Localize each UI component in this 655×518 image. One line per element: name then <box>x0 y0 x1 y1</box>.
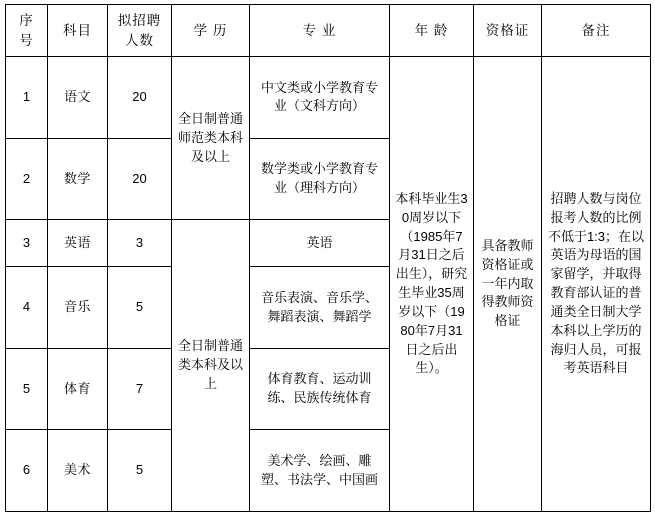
table-row <box>6 57 651 139</box>
cell-planned: 5 <box>108 430 172 512</box>
header-major: 专 业 <box>250 5 390 57</box>
cell-major: 中文类或小学教育专业（文科方向） <box>250 57 390 139</box>
cell-subject: 语文 <box>48 57 108 139</box>
cell-no: 1 <box>6 57 48 139</box>
header-planned-line2: 人数 <box>125 32 154 48</box>
cell-no: 6 <box>6 430 48 512</box>
header-no-line1: 序 <box>19 13 34 28</box>
header-planned-line1: 拟招聘 <box>117 13 162 28</box>
cell-subject: 数学 <box>48 138 108 220</box>
cell-major: 英语 <box>250 220 390 267</box>
cell-no: 2 <box>6 138 48 220</box>
header-education: 学 历 <box>172 5 250 57</box>
header-remark: 备注 <box>542 5 651 57</box>
cell-planned: 20 <box>108 138 172 220</box>
cell-certificate: 具备教师资格证或一年内取得教师资格证 <box>474 57 542 512</box>
header-planned <box>108 5 172 57</box>
cell-no: 4 <box>6 267 48 349</box>
header-no-line2: 号 <box>19 32 34 48</box>
cell-age: 本科毕业生30周岁以下（1985年7月31日之后出生），研究生毕业35周岁以下（1980年7月31日之后出生）。 <box>390 57 474 512</box>
cell-subject: 美术 <box>48 430 108 512</box>
cell-major: 数学类或小学教育专业（理科方向） <box>250 138 390 220</box>
cell-major: 音乐表演、音乐学、舞蹈表演、舞蹈学 <box>250 267 390 349</box>
cell-major: 体育教育、运动训练、民族传统体育 <box>250 348 390 430</box>
cell-planned: 7 <box>108 348 172 430</box>
cell-education-normal: 全日制普通师范类本科及以上 <box>172 57 250 220</box>
table-body <box>6 57 651 512</box>
cell-education-general: 全日制普通类本科及以上 <box>172 220 250 512</box>
cell-subject: 音乐 <box>48 267 108 349</box>
header-subject: 科目 <box>48 5 108 57</box>
cell-subject: 英语 <box>48 220 108 267</box>
cell-planned: 5 <box>108 267 172 349</box>
header-certificate: 资格证 <box>474 5 542 57</box>
header-row <box>6 5 651 57</box>
cell-remark: 招聘人数与岗位报考人数的比例不低于1:3；在以英语为母语的国家留学，并取得教育部认证的普通类全日制大学本科以上学历的海归人员，可报考英语科目 <box>542 57 651 512</box>
cell-subject: 体育 <box>48 348 108 430</box>
header-no <box>6 5 48 57</box>
cell-planned: 3 <box>108 220 172 267</box>
recruitment-plan-table <box>5 4 651 512</box>
header-age: 年 龄 <box>390 5 474 57</box>
cell-no: 3 <box>6 220 48 267</box>
cell-major: 美术学、绘画、雕塑、书法学、中国画 <box>250 430 390 512</box>
table-header <box>6 5 651 57</box>
cell-no: 5 <box>6 348 48 430</box>
cell-planned: 20 <box>108 57 172 139</box>
